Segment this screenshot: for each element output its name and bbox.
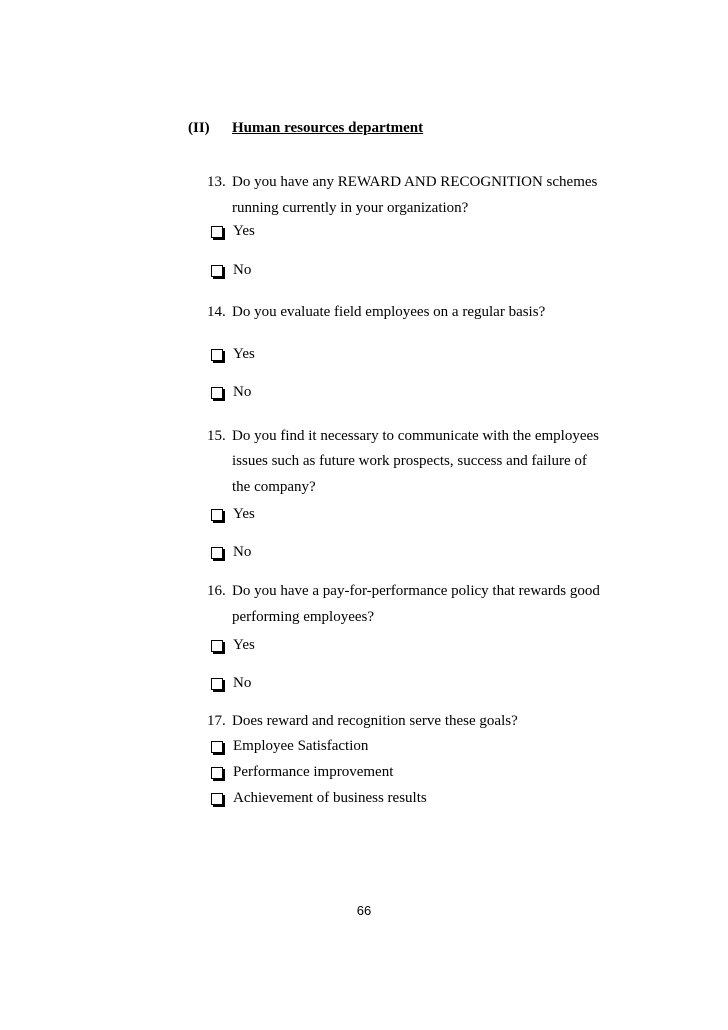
- question-text: Does reward and recognition serve these goals?: [232, 713, 518, 729]
- question-number: 13.: [207, 174, 226, 190]
- question-text: performing employees?: [232, 609, 375, 625]
- option-label: Yes: [233, 637, 255, 653]
- question-text: Do you have any REWARD AND RECOGNITION schemes: [232, 174, 598, 190]
- checkbox-icon[interactable]: [211, 793, 223, 805]
- question-number: 15.: [207, 428, 226, 444]
- page-number: 66: [356, 903, 372, 918]
- question-text: issues such as future work prospects, success and failure of: [232, 453, 587, 469]
- checkbox-icon[interactable]: [211, 265, 223, 277]
- option-no[interactable]: [211, 543, 251, 561]
- question-text: Do you have a pay-for-performance policy that rewards good: [232, 583, 600, 599]
- option-performance-improvement[interactable]: [211, 763, 393, 781]
- option-label: Yes: [233, 223, 255, 239]
- option-label: No: [233, 262, 252, 278]
- checkbox-icon[interactable]: [211, 741, 223, 753]
- section-title: Human resources department: [232, 120, 424, 136]
- option-yes[interactable]: [211, 505, 255, 523]
- checkbox-icon[interactable]: [211, 349, 223, 361]
- option-label: No: [233, 675, 252, 691]
- option-yes[interactable]: [211, 636, 255, 654]
- option-yes[interactable]: [211, 345, 255, 363]
- option-label: Achievement of business results: [233, 790, 427, 806]
- checkbox-icon[interactable]: [211, 547, 223, 559]
- section-number: (II): [188, 120, 210, 136]
- question-text: Do you evaluate field employees on a regular basis?: [232, 304, 546, 320]
- checkbox-icon[interactable]: [211, 767, 223, 779]
- checkbox-icon[interactable]: [211, 226, 223, 238]
- question-text: running currently in your organization?: [232, 200, 469, 216]
- option-no[interactable]: [211, 674, 251, 692]
- option-label: No: [233, 384, 252, 400]
- checkbox-icon[interactable]: [211, 509, 223, 521]
- option-employee-satisfaction[interactable]: [211, 737, 368, 755]
- option-yes[interactable]: [211, 222, 255, 240]
- checkbox-icon[interactable]: [211, 387, 223, 399]
- checkbox-icon[interactable]: [211, 640, 223, 652]
- option-label: No: [233, 544, 252, 560]
- option-label: Yes: [233, 346, 255, 362]
- question-number: 17.: [207, 713, 226, 729]
- option-no[interactable]: [211, 383, 251, 401]
- question-number: 14.: [207, 304, 226, 320]
- option-label: Performance improvement: [233, 764, 394, 780]
- option-no[interactable]: [211, 261, 251, 279]
- option-label: Yes: [233, 506, 255, 522]
- question-number: 16.: [207, 583, 226, 599]
- checkbox-icon[interactable]: [211, 678, 223, 690]
- question-text: the company?: [232, 479, 316, 495]
- option-label: Employee Satisfaction: [233, 738, 369, 754]
- option-business-results[interactable]: [211, 789, 427, 807]
- question-text: Do you find it necessary to communicate with the employees: [232, 428, 599, 444]
